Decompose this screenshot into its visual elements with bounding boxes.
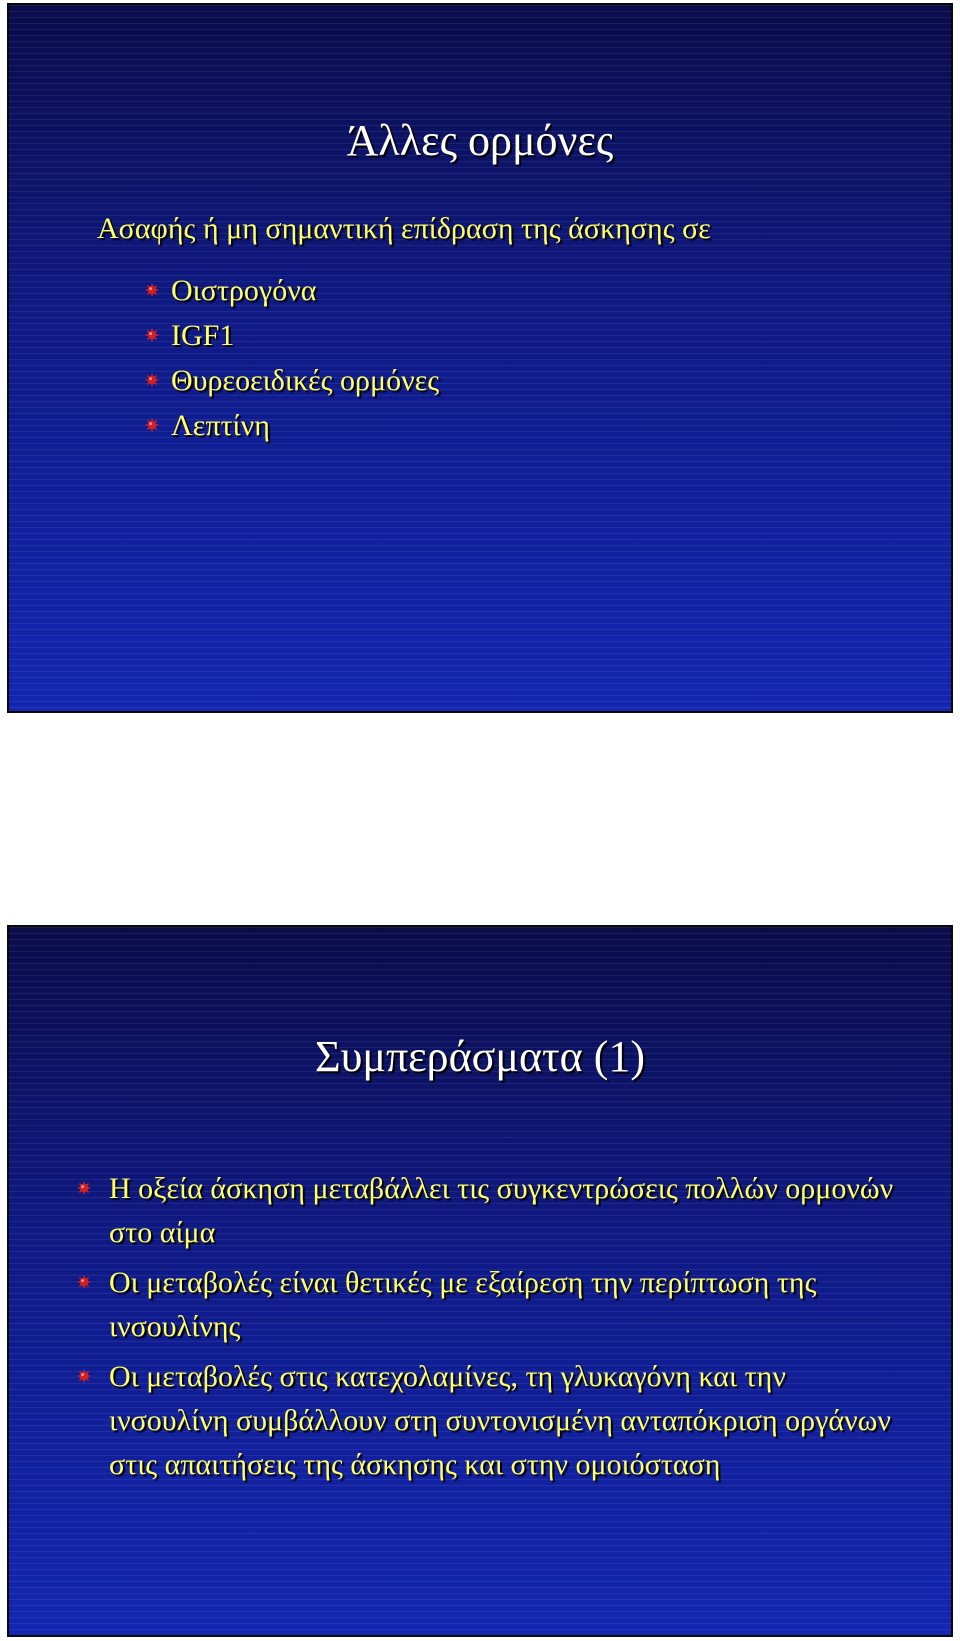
- list-item: [145, 358, 439, 403]
- list-item: [145, 313, 439, 358]
- list-item-label: Οι μεταβολές στις κατεχολαμίνες, τη γλυκαγόνη και την ινσουλίνη συμβάλλουν στη συντονισμένη ανταπόκριση οργάνων στις απαιτήσεις της άσκησης και στην ομοιόσταση: [109, 1360, 891, 1481]
- starburst-bullet-icon: [77, 1369, 91, 1383]
- list-item: [145, 268, 439, 313]
- list-item-label: IGF1: [171, 319, 235, 352]
- starburst-bullet-icon: [77, 1275, 91, 1289]
- starburst-bullet-icon: [145, 328, 159, 342]
- lead-text: Ασαφής ή μη σημαντική επίδραση της άσκησης σε: [97, 212, 711, 245]
- list-item-label: Θυρεοειδικές ορμόνες: [171, 364, 440, 397]
- slide-title: Άλλες ορμόνες: [346, 116, 614, 165]
- starburst-bullet-icon: [77, 1181, 91, 1195]
- starburst-bullet-icon: [145, 373, 159, 387]
- list-item-label: Η οξεία άσκηση μεταβάλλει τις συγκεντρώσεις πολλών ορμονών στο αίμα: [109, 1172, 894, 1249]
- list-item: [145, 403, 439, 448]
- slide-title: Συμπεράσματα (1): [314, 1032, 646, 1081]
- list-item: [77, 1261, 897, 1349]
- list-item-label: Οιστρογόνα: [171, 274, 317, 307]
- hormone-list: [145, 268, 439, 448]
- list-item-label: Λεπτίνη: [171, 409, 270, 442]
- starburst-bullet-icon: [145, 283, 159, 297]
- list-item: [77, 1355, 897, 1487]
- slide-other-hormones: [7, 3, 953, 713]
- slide-conclusions: [7, 925, 953, 1637]
- conclusions-list: [77, 1167, 897, 1493]
- list-item-label: Οι μεταβολές είναι θετικές με εξαίρεση την περίπτωση της ινσουλίνης: [109, 1266, 817, 1343]
- starburst-bullet-icon: [145, 418, 159, 432]
- list-item: [77, 1167, 897, 1255]
